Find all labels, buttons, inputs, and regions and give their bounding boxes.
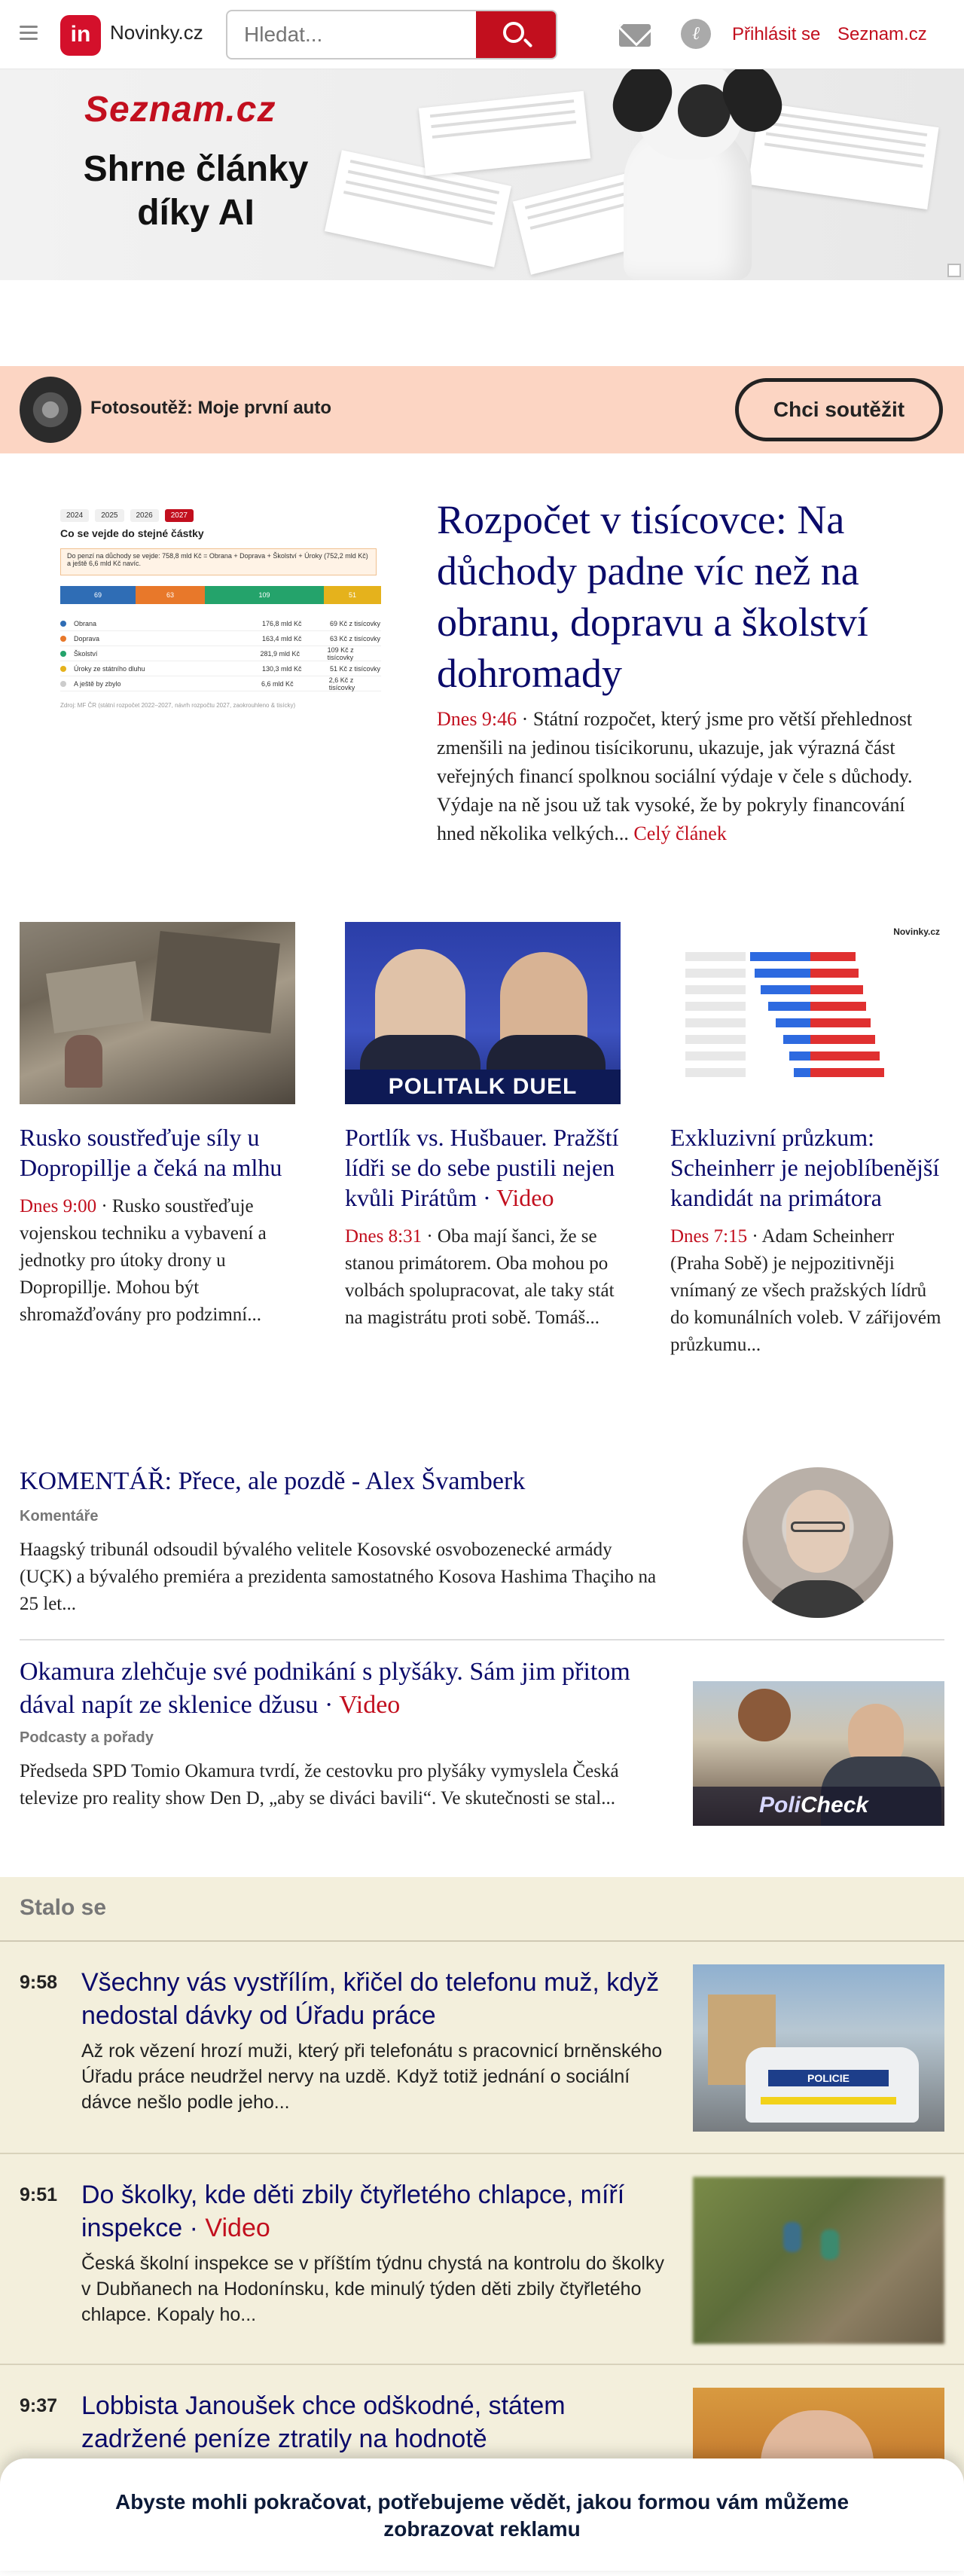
section-label[interactable]: Podcasty a pořady (20, 1729, 154, 1746)
year-tab-active: 2027 (165, 509, 194, 522)
article-title[interactable]: Rusko soustřeďuje síly u Dopropillje a čeká na mlhu (20, 1124, 282, 1181)
okamura-perex: Předseda SPD Tomio Okamura tvrdí, že cestovku pro plyšáky vymyslela Česká televize pro reality show Den D, „aby se diváci bavili“. Ve skutečnosti se stal... (20, 1761, 619, 1808)
article-perex-text: Státní rozpočet, který jsme pro větší přehlednost zmenšili na jedinou tisícikorunu, ukazuje, jak výrazná část veřejných financí spolknou sociální výdaje v čele s důchody. Výdaje na ně jsou už tak vysoké, že by pokryly financování hned několika velkých... (437, 708, 913, 844)
bar-segment-skolstvi: 109 (205, 586, 324, 604)
article-image[interactable] (345, 922, 621, 1104)
article-image[interactable] (693, 1681, 944, 1826)
video-tag: Video (339, 1691, 401, 1719)
search-input[interactable] (227, 11, 476, 58)
news-title[interactable]: Všechny vás vystřílím, křičel do telefonu muž, když nedostal dávky od Úřadu práce (81, 1968, 660, 2030)
article-perex: Dnes 8:31 · Oba mají šanci, že se stanou primátorem. Oba mohou po volbách spolupracovat, ale taky stát na magistrátu proti sobě. Tomáš... (345, 1226, 615, 1328)
contest-bar (0, 366, 964, 453)
year-tab: 2025 (95, 509, 124, 522)
ad-paper-image (419, 91, 590, 176)
infographic-note: Do penzí na důchody se vejde: 758,8 mld Kč = Obrana + Doprava + Školství + Úroky (752,2 mld Kč) a ještě 6,6 mld Kč navíc. (60, 548, 377, 575)
news-title[interactable]: Lobbista Janoušek chce odškodné, státem zadržené peníze ztratily na hodnotě (81, 2391, 566, 2453)
bar-segment-obrana: 69 (60, 586, 136, 604)
infographic-source: Zdroj: MF ČR (státní rozpočet 2022–2027, návrh rozpočtu 2027, zaokrouhleno & tisícky) (60, 702, 296, 709)
contest-button[interactable]: Chci soutěžit (735, 378, 943, 441)
news-image[interactable] (693, 1964, 944, 2132)
police-car-label: POLICIE (768, 2070, 889, 2086)
section-label[interactable]: Komentáře (20, 1508, 99, 1525)
infographic-row: Doprava 163,4 mld Kč 63 Kč z tisícovky (60, 631, 381, 646)
stalo-se-heading: Stalo se (20, 1895, 107, 1920)
politalk-caption: POLITALK DUEL (345, 1070, 621, 1104)
news-time: 9:58 (20, 1972, 58, 1993)
seznam-link[interactable]: Seznam.cz (837, 24, 927, 44)
year-tab: 2026 (130, 509, 159, 522)
news-item[interactable] (0, 2154, 964, 2365)
video-tag: Video (496, 1184, 554, 1211)
ad-expand-icon[interactable] (947, 264, 961, 277)
divider (20, 1639, 944, 1641)
lide-icon[interactable]: ℓ (681, 19, 711, 49)
search-button[interactable] (476, 11, 556, 58)
article-card[interactable] (670, 922, 946, 1359)
bar-segment-uroky: 51 (324, 586, 381, 604)
mail-icon[interactable] (619, 24, 651, 47)
ad-headline: Shrne články díky AI (83, 149, 309, 233)
policheck-badge: PoliCheck (759, 1793, 869, 1818)
author-avatar[interactable] (743, 1467, 893, 1618)
site-header (0, 0, 964, 69)
article-card[interactable] (345, 922, 621, 1332)
infographic-bar (60, 586, 381, 604)
article-time: Dnes 9:00 (20, 1196, 97, 1216)
infographic-row: Školství 281,9 mld Kč 109 Kč z tisícovky (60, 646, 381, 661)
article-time: Dnes 8:31 (345, 1226, 423, 1247)
year-tab: 2024 (60, 509, 89, 522)
search-box (226, 10, 557, 60)
news-perex: Česká školní inspekce se v příštím týdnu chystá na kontrolu do školky v Dubňanech na Hodonínsku, kde minulý týden děti zbily čtyřletého chlapce. Kopaly ho... (81, 2253, 664, 2325)
infographic-title: Co se vejde do stejné částky (60, 527, 204, 539)
year-tabs (60, 509, 194, 522)
article-image[interactable] (20, 922, 295, 1104)
news-time: 9:51 (20, 2184, 58, 2205)
tire-icon (20, 377, 81, 443)
novinky-logo-icon[interactable]: in (60, 15, 101, 56)
lead-article-perex: Dnes 9:46 · Státní rozpočet, který jsme pro větší přehlednost zmenšili na jedinou tisícikorunu, ukazuje, jak výrazná část veřejných financí spolknou sociální výdaje v čele s důchody. Výdaje na ně jsou už tak vysoké, že by pokryly financování hned několika velkých... Celý článek (437, 708, 913, 844)
lead-article-title[interactable]: Rozpočet v tisícovce: Na důchody padne víc než na obranu, dopravu a školství dohromady (437, 497, 868, 696)
video-tag: Video (205, 2214, 270, 2242)
news-title[interactable]: Do školky, kde děti zbily čtyřletého chlapce, míří inspekce · Video (81, 2181, 625, 2242)
article-image[interactable] (670, 922, 946, 1104)
menu-icon[interactable] (20, 26, 38, 41)
image-brand: Novinky.cz (893, 926, 940, 937)
komentar-title[interactable]: KOMENTÁŘ: Přece, ale pozdě - Alex Švamberk (20, 1467, 526, 1495)
okamura-title[interactable]: Okamura zlehčuje své podnikání s plyšáky. Sám jim přitom dával napít ze sklenice džusu · Video (20, 1658, 630, 1719)
article-title[interactable]: Portlík vs. Hušbauer. Pražští lídři se do sebe pustili nejen kvůli Pirátům · Video (345, 1124, 619, 1211)
contest-text[interactable]: Fotosoutěž: Moje první auto (90, 398, 331, 418)
article-time: Dnes 9:46 (437, 708, 517, 730)
lead-infographic[interactable] (50, 502, 392, 714)
news-item[interactable] (0, 1942, 964, 2153)
news-perex: Až rok vězení hrozí muži, který při telefonátu s pracovnicí brněnského Úřadu práce neudržel nervy na uzdě. Když totiž jednání o sociální dávce nešlo podle jeho... (81, 2040, 663, 2113)
news-time: 9:37 (20, 2395, 58, 2416)
consent-text: Abyste mohli pokračovat, potřebujeme vědět, jakou formou vám můžeme zobrazovat reklamu (114, 2490, 850, 2541)
ad-brand: Seznam.cz (84, 90, 276, 130)
infographic-row: Obrana 176,8 mld Kč 69 Kč z tisícovky (60, 616, 381, 631)
search-icon (503, 22, 524, 43)
read-more-link[interactable]: Celý článek (633, 823, 727, 844)
article-title[interactable]: Exkluzivní průzkum: Scheinherr je nejoblíbenější kandidát na primátora (670, 1124, 940, 1211)
infographic-row: Úroky ze státního dluhu 130,3 mld Kč 51 Kč z tisícovky (60, 661, 381, 676)
infographic-rows (60, 616, 381, 691)
infographic-row: A ještě by zbylo 6,6 mld Kč 2,6 Kč z tisícovky (60, 676, 381, 691)
article-perex: Dnes 9:00 · Rusko soustřeďuje vojenskou techniku a vybavení a jednotky pro útoky drony u Dopropillje. Mohou být shromažďovány pro podzimní... (20, 1196, 267, 1325)
article-card[interactable] (20, 922, 295, 1329)
consent-dialog[interactable] (0, 2458, 964, 2571)
login-link[interactable]: Přihlásit se (732, 24, 821, 44)
komentar-perex: Haagský tribunál odsoudil bývalého velitele Kosovské osvobozenecké armády (UÇK) a bývalého premiéra a prezidenta samostatného Kosova Hashima Thaçiho na 25 let... (20, 1540, 657, 1614)
article-perex: Dnes 7:15 · Adam Scheinherr (Praha Sobě) je nejpozitivněji vnímaný ze všech pražských lídrů do komunálních voleb. V zářijovém průzkumu... (670, 1226, 941, 1355)
article-time: Dnes 7:15 (670, 1226, 748, 1247)
bar-segment-doprava: 63 (136, 586, 205, 604)
site-name[interactable]: Novinky.cz (110, 21, 203, 44)
ad-banner[interactable] (0, 69, 964, 280)
news-image[interactable] (693, 2177, 944, 2344)
